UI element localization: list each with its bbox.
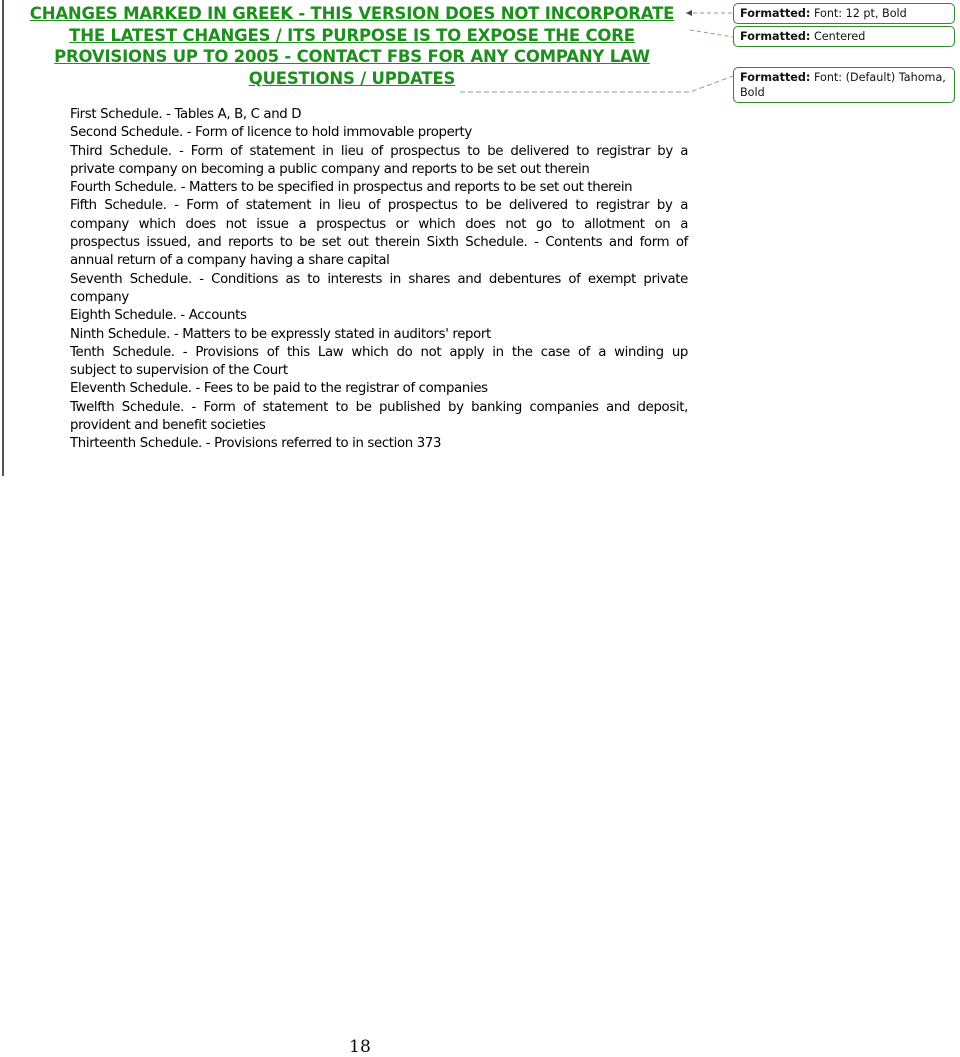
schedule-line: Seventh Schedule. - Conditions as to interests in shares and debentures of exempt private bbox=[70, 271, 688, 287]
schedule-line: company which does not issue a prospectus or which does not go to allotment on a bbox=[70, 216, 688, 232]
schedule-line: Third Schedule. - Form of statement in lieu of prospectus to be delivered to registrar by a bbox=[70, 143, 688, 159]
schedule-line: First Schedule. - Tables A, B, C and D bbox=[70, 107, 302, 122]
document-header bbox=[18, 3, 686, 89]
header-line: THE LATEST CHANGES / ITS PURPOSE IS TO EXPOSE THE CORE bbox=[69, 25, 635, 45]
balloon-text: Font: (Default) Tahoma, Bold bbox=[740, 71, 946, 99]
header-line: PROVISIONS UP TO 2005 - CONTACT FBS FOR ANY COMPANY LAW bbox=[54, 47, 650, 66]
schedule-line: annual return of a company having a share capital bbox=[70, 253, 390, 269]
header-line: CHANGES MARKED IN GREEK - THIS VERSION DOES NOT INCORPORATE bbox=[29, 4, 675, 23]
balloon-label: Formatted: bbox=[740, 7, 811, 20]
schedule-line: prospectus issued, and reports to be set out therein Sixth Schedule. - Contents and form of bbox=[70, 235, 688, 251]
schedule-line: subject to supervision of the Court bbox=[70, 363, 288, 379]
schedule-line: Fifth Schedule. - Form of statement in lieu of prospectus to be delivered to registrar by a bbox=[70, 198, 688, 214]
schedule-line: provident and benefit societies bbox=[70, 418, 266, 434]
schedule-line: Fourth Schedule. - Matters to be specified in prospectus and reports to be set out therein bbox=[70, 180, 633, 196]
comment-balloon[interactable] bbox=[733, 3, 955, 24]
schedule-line: Thirteenth Schedule. - Provisions referred to in section 373 bbox=[70, 436, 442, 452]
balloon-label: Formatted: bbox=[740, 30, 811, 43]
comment-balloon[interactable] bbox=[733, 26, 955, 47]
schedule-line: Eleventh Schedule. - Fees to be paid to the registrar of companies bbox=[70, 381, 488, 397]
schedule-line: company bbox=[70, 289, 129, 305]
balloon-label: Formatted: bbox=[740, 71, 811, 84]
comment-balloon[interactable] bbox=[733, 67, 955, 103]
schedule-line: private company on becoming a public company and reports to be set out therein bbox=[70, 161, 590, 177]
page-number: 18 bbox=[349, 1037, 371, 1057]
schedule-line: Eighth Schedule. - Accounts bbox=[70, 308, 247, 324]
schedule-line: Ninth Schedule. - Matters to be expressly stated in auditors' report bbox=[70, 326, 491, 342]
schedule-line: Twelfth Schedule. - Form of statement to be published by banking companies and deposit, bbox=[70, 399, 688, 415]
header-line: QUESTIONS / UPDATES bbox=[248, 68, 456, 88]
balloon-text: Font: 12 pt, Bold bbox=[813, 7, 907, 20]
schedule-list bbox=[70, 106, 688, 454]
schedule-line: Tenth Schedule. - Provisions of this Law which do not apply in the case of a winding up bbox=[70, 344, 688, 360]
schedule-line: Second Schedule. - Form of licence to hold immovable property bbox=[70, 125, 472, 141]
balloon-text: Centered bbox=[813, 30, 866, 43]
